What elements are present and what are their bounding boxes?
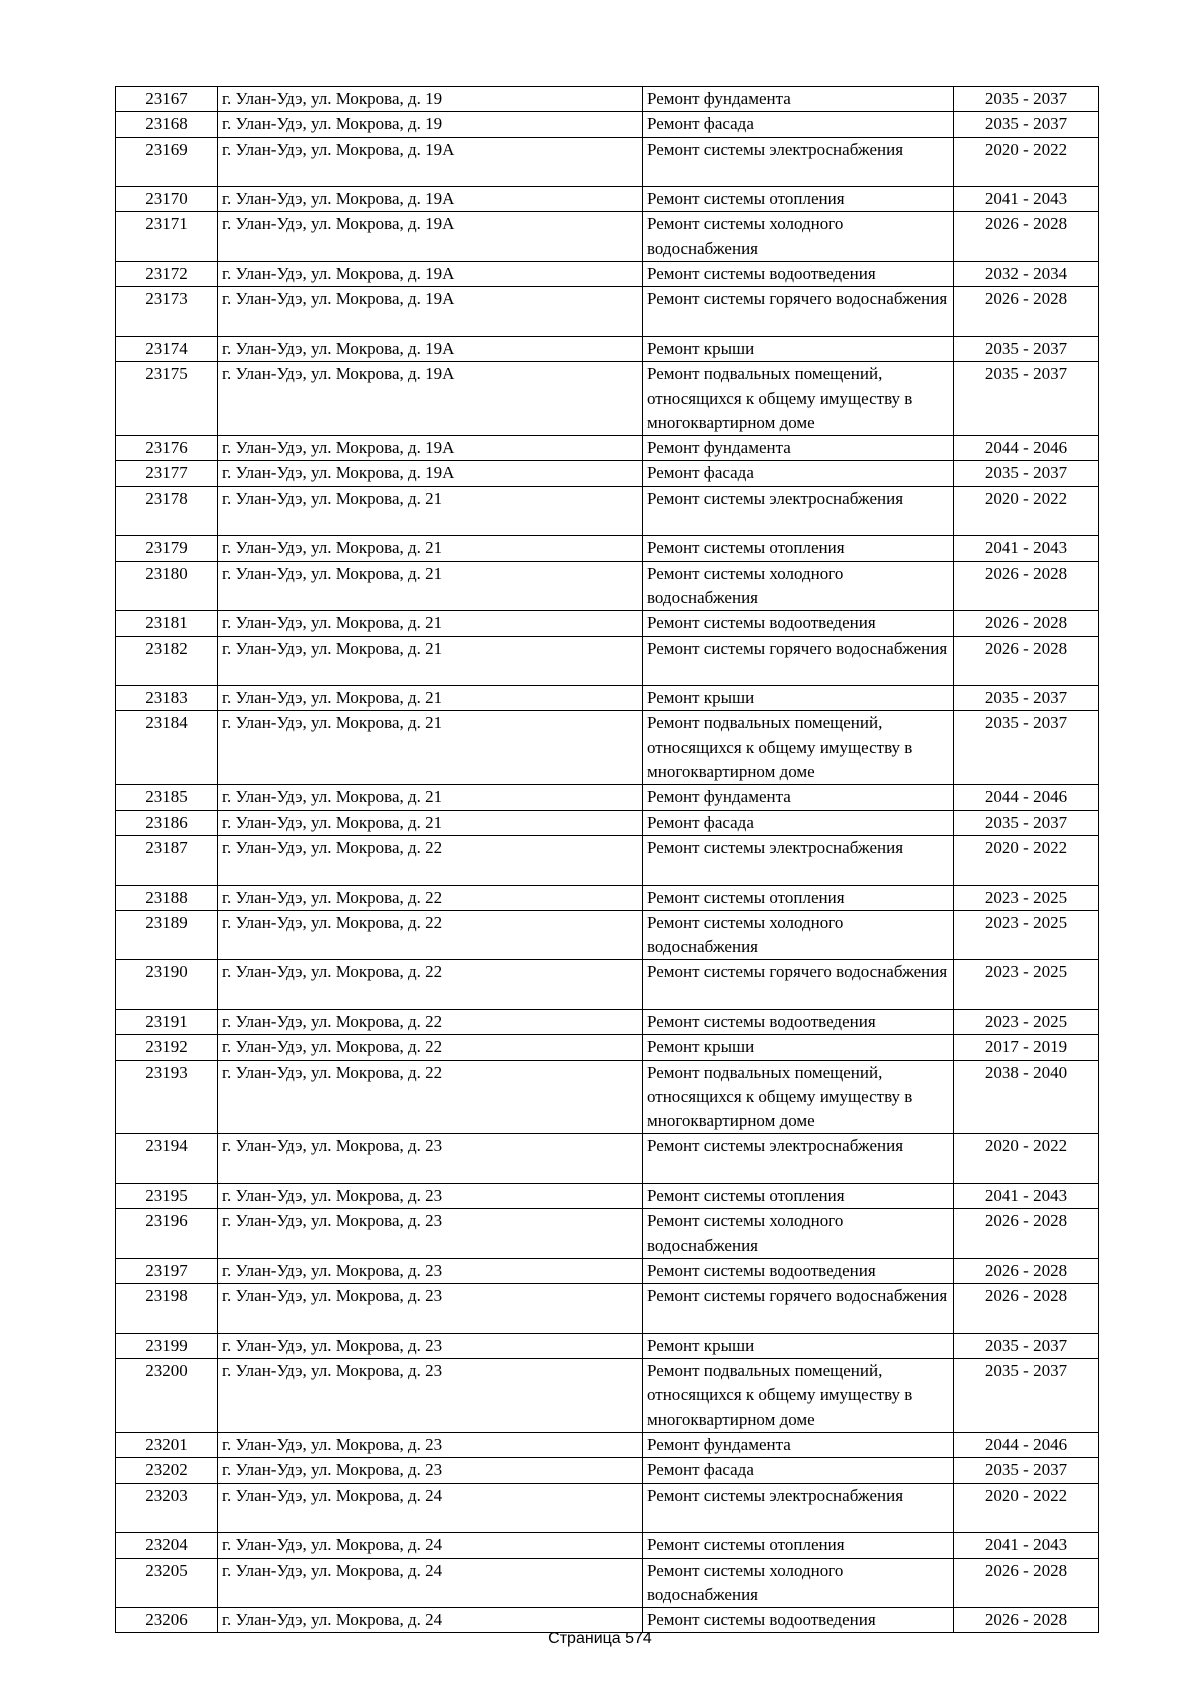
row-number: 23180 <box>116 561 218 611</box>
row-period: 2035 - 2037 <box>954 87 1099 112</box>
row-work-type: Ремонт системы холодного водоснабжения <box>643 910 954 960</box>
row-number: 23203 <box>116 1483 218 1533</box>
row-number: 23193 <box>116 1060 218 1134</box>
row-number: 23201 <box>116 1433 218 1458</box>
row-work-type: Ремонт фундамента <box>643 436 954 461</box>
table-row <box>116 1558 1099 1608</box>
row-period: 2035 - 2037 <box>954 112 1099 137</box>
row-address: г. Улан-Удэ, ул. Мокрова, д. 22 <box>218 885 643 910</box>
row-work-type: Ремонт системы отопления <box>643 1184 954 1209</box>
row-work-type: Ремонт системы электроснабжения <box>643 137 954 187</box>
row-work-type: Ремонт подвальных помещений, относящихся к общему имуществу в многоквартирном доме <box>643 1359 954 1433</box>
repair-schedule-table <box>115 86 1099 1633</box>
table-row <box>116 187 1099 212</box>
row-period: 2026 - 2028 <box>954 1209 1099 1259</box>
row-address: г. Улан-Удэ, ул. Мокрова, д. 23 <box>218 1359 643 1433</box>
row-period: 2035 - 2037 <box>954 1333 1099 1358</box>
row-work-type: Ремонт системы отопления <box>643 536 954 561</box>
row-number: 23169 <box>116 137 218 187</box>
row-period: 2035 - 2037 <box>954 810 1099 835</box>
row-address: г. Улан-Удэ, ул. Мокрова, д. 19А <box>218 336 643 361</box>
row-address: г. Улан-Удэ, ул. Мокрова, д. 19А <box>218 137 643 187</box>
row-work-type: Ремонт системы горячего водоснабжения <box>643 1284 954 1334</box>
row-address: г. Улан-Удэ, ул. Мокрова, д. 23 <box>218 1258 643 1283</box>
row-address: г. Улан-Удэ, ул. Мокрова, д. 19А <box>218 436 643 461</box>
row-work-type: Ремонт системы водоотведения <box>643 1258 954 1283</box>
row-work-type: Ремонт фасада <box>643 112 954 137</box>
row-number: 23185 <box>116 785 218 810</box>
row-number: 23206 <box>116 1608 218 1633</box>
row-period: 2026 - 2028 <box>954 636 1099 686</box>
row-period: 2035 - 2037 <box>954 362 1099 436</box>
row-work-type: Ремонт системы электроснабжения <box>643 1483 954 1533</box>
table-row <box>116 436 1099 461</box>
row-address: г. Улан-Удэ, ул. Мокрова, д. 21 <box>218 810 643 835</box>
row-number: 23173 <box>116 287 218 337</box>
row-number: 23168 <box>116 112 218 137</box>
table-row <box>116 1433 1099 1458</box>
row-number: 23177 <box>116 461 218 486</box>
table-row <box>116 835 1099 885</box>
row-work-type: Ремонт фасада <box>643 461 954 486</box>
table-row <box>116 137 1099 187</box>
row-period: 2020 - 2022 <box>954 486 1099 536</box>
row-period: 2026 - 2028 <box>954 1558 1099 1608</box>
table-row <box>116 1134 1099 1184</box>
row-period: 2026 - 2028 <box>954 561 1099 611</box>
row-period: 2026 - 2028 <box>954 611 1099 636</box>
row-number: 23198 <box>116 1284 218 1334</box>
row-address: г. Улан-Удэ, ул. Мокрова, д. 24 <box>218 1608 643 1633</box>
row-address: г. Улан-Удэ, ул. Мокрова, д. 21 <box>218 785 643 810</box>
row-address: г. Улан-Удэ, ул. Мокрова, д. 22 <box>218 835 643 885</box>
row-work-type: Ремонт фундамента <box>643 87 954 112</box>
row-period: 2026 - 2028 <box>954 287 1099 337</box>
row-work-type: Ремонт подвальных помещений, относящихся к общему имуществу в многоквартирном доме <box>643 711 954 785</box>
table-row <box>116 611 1099 636</box>
row-period: 2038 - 2040 <box>954 1060 1099 1134</box>
row-work-type: Ремонт системы горячего водоснабжения <box>643 636 954 686</box>
row-period: 2023 - 2025 <box>954 1009 1099 1034</box>
row-period: 2035 - 2037 <box>954 711 1099 785</box>
row-period: 2020 - 2022 <box>954 1483 1099 1533</box>
row-address: г. Улан-Удэ, ул. Мокрова, д. 21 <box>218 686 643 711</box>
table-row <box>116 1009 1099 1034</box>
row-period: 2026 - 2028 <box>954 1284 1099 1334</box>
row-number: 23184 <box>116 711 218 785</box>
row-work-type: Ремонт системы отопления <box>643 885 954 910</box>
row-work-type: Ремонт системы горячего водоснабжения <box>643 287 954 337</box>
row-number: 23199 <box>116 1333 218 1358</box>
table-row <box>116 910 1099 960</box>
row-period: 2023 - 2025 <box>954 885 1099 910</box>
row-address: г. Улан-Удэ, ул. Мокрова, д. 19А <box>218 287 643 337</box>
table-row <box>116 262 1099 287</box>
row-number: 23194 <box>116 1134 218 1184</box>
table-row <box>116 336 1099 361</box>
table-row <box>116 461 1099 486</box>
row-address: г. Улан-Удэ, ул. Мокрова, д. 23 <box>218 1184 643 1209</box>
row-address: г. Улан-Удэ, ул. Мокрова, д. 19А <box>218 461 643 486</box>
row-address: г. Улан-Удэ, ул. Мокрова, д. 19 <box>218 112 643 137</box>
row-period: 2023 - 2025 <box>954 910 1099 960</box>
row-address: г. Улан-Удэ, ул. Мокрова, д. 21 <box>218 536 643 561</box>
table-row <box>116 1184 1099 1209</box>
row-address: г. Улан-Удэ, ул. Мокрова, д. 21 <box>218 711 643 785</box>
table-row <box>116 287 1099 337</box>
row-period: 2020 - 2022 <box>954 1134 1099 1184</box>
table-row <box>116 1533 1099 1558</box>
row-address: г. Улан-Удэ, ул. Мокрова, д. 21 <box>218 636 643 686</box>
row-work-type: Ремонт фундамента <box>643 1433 954 1458</box>
row-number: 23172 <box>116 262 218 287</box>
row-work-type: Ремонт крыши <box>643 1333 954 1358</box>
row-work-type: Ремонт системы водоотведения <box>643 1009 954 1034</box>
row-period: 2035 - 2037 <box>954 1458 1099 1483</box>
table-row <box>116 810 1099 835</box>
row-period: 2017 - 2019 <box>954 1035 1099 1060</box>
table-row <box>116 1060 1099 1134</box>
row-work-type: Ремонт крыши <box>643 1035 954 1060</box>
row-work-type: Ремонт системы холодного водоснабжения <box>643 1558 954 1608</box>
table-row <box>116 1458 1099 1483</box>
row-period: 2032 - 2034 <box>954 262 1099 287</box>
row-work-type: Ремонт системы холодного водоснабжения <box>643 1209 954 1259</box>
row-period: 2035 - 2037 <box>954 461 1099 486</box>
row-number: 23192 <box>116 1035 218 1060</box>
row-period: 2020 - 2022 <box>954 835 1099 885</box>
row-work-type: Ремонт крыши <box>643 686 954 711</box>
row-number: 23202 <box>116 1458 218 1483</box>
row-work-type: Ремонт подвальных помещений, относящихся к общему имуществу в многоквартирном доме <box>643 362 954 436</box>
row-address: г. Улан-Удэ, ул. Мокрова, д. 22 <box>218 1009 643 1034</box>
row-work-type: Ремонт системы электроснабжения <box>643 486 954 536</box>
row-address: г. Улан-Удэ, ул. Мокрова, д. 19А <box>218 362 643 436</box>
row-number: 23174 <box>116 336 218 361</box>
row-period: 2026 - 2028 <box>954 1608 1099 1633</box>
row-period: 2041 - 2043 <box>954 536 1099 561</box>
table-row <box>116 212 1099 262</box>
table-row <box>116 87 1099 112</box>
row-number: 23191 <box>116 1009 218 1034</box>
row-work-type: Ремонт системы холодного водоснабжения <box>643 212 954 262</box>
table-row <box>116 1483 1099 1533</box>
table-row <box>116 960 1099 1010</box>
table-row <box>116 785 1099 810</box>
row-work-type: Ремонт подвальных помещений, относящихся к общему имуществу в многоквартирном доме <box>643 1060 954 1134</box>
row-address: г. Улан-Удэ, ул. Мокрова, д. 24 <box>218 1533 643 1558</box>
table-row <box>116 1333 1099 1358</box>
row-address: г. Улан-Удэ, ул. Мокрова, д. 23 <box>218 1433 643 1458</box>
row-number: 23175 <box>116 362 218 436</box>
row-work-type: Ремонт системы водоотведения <box>643 262 954 287</box>
row-address: г. Улан-Удэ, ул. Мокрова, д. 22 <box>218 1060 643 1134</box>
row-address: г. Улан-Удэ, ул. Мокрова, д. 22 <box>218 960 643 1010</box>
row-period: 2041 - 2043 <box>954 187 1099 212</box>
row-period: 2035 - 2037 <box>954 336 1099 361</box>
row-number: 23186 <box>116 810 218 835</box>
row-period: 2035 - 2037 <box>954 1359 1099 1433</box>
table-row <box>116 536 1099 561</box>
page-number: Страница 574 <box>548 1630 652 1647</box>
table-row <box>116 1258 1099 1283</box>
row-work-type: Ремонт фасада <box>643 810 954 835</box>
row-period: 2044 - 2046 <box>954 785 1099 810</box>
table-row <box>116 636 1099 686</box>
row-number: 23195 <box>116 1184 218 1209</box>
table-row <box>116 1359 1099 1433</box>
row-period: 2020 - 2022 <box>954 137 1099 187</box>
row-address: г. Улан-Удэ, ул. Мокрова, д. 19А <box>218 212 643 262</box>
row-number: 23200 <box>116 1359 218 1433</box>
row-period: 2044 - 2046 <box>954 1433 1099 1458</box>
row-period: 2026 - 2028 <box>954 1258 1099 1283</box>
table-row <box>116 561 1099 611</box>
row-number: 23188 <box>116 885 218 910</box>
row-address: г. Улан-Удэ, ул. Мокрова, д. 21 <box>218 486 643 536</box>
row-number: 23176 <box>116 436 218 461</box>
row-number: 23189 <box>116 910 218 960</box>
row-number: 23197 <box>116 1258 218 1283</box>
row-number: 23182 <box>116 636 218 686</box>
row-number: 23179 <box>116 536 218 561</box>
row-address: г. Улан-Удэ, ул. Мокрова, д. 22 <box>218 1035 643 1060</box>
table-body <box>116 87 1099 1633</box>
row-number: 23190 <box>116 960 218 1010</box>
table-row <box>116 112 1099 137</box>
row-work-type: Ремонт системы горячего водоснабжения <box>643 960 954 1010</box>
row-address: г. Улан-Удэ, ул. Мокрова, д. 21 <box>218 561 643 611</box>
table-row <box>116 885 1099 910</box>
table-row <box>116 1035 1099 1060</box>
row-period: 2041 - 2043 <box>954 1184 1099 1209</box>
row-period: 2041 - 2043 <box>954 1533 1099 1558</box>
row-period: 2023 - 2025 <box>954 960 1099 1010</box>
row-number: 23183 <box>116 686 218 711</box>
row-address: г. Улан-Удэ, ул. Мокрова, д. 23 <box>218 1209 643 1259</box>
row-work-type: Ремонт системы электроснабжения <box>643 1134 954 1184</box>
table-row <box>116 711 1099 785</box>
row-work-type: Ремонт системы отопления <box>643 1533 954 1558</box>
table-row <box>116 686 1099 711</box>
row-address: г. Улан-Удэ, ул. Мокрова, д. 23 <box>218 1333 643 1358</box>
row-address: г. Улан-Удэ, ул. Мокрова, д. 24 <box>218 1558 643 1608</box>
row-work-type: Ремонт системы холодного водоснабжения <box>643 561 954 611</box>
row-work-type: Ремонт системы электроснабжения <box>643 835 954 885</box>
table-row <box>116 486 1099 536</box>
row-number: 23170 <box>116 187 218 212</box>
table-row <box>116 1209 1099 1259</box>
row-address: г. Улан-Удэ, ул. Мокрова, д. 19А <box>218 187 643 212</box>
row-period: 2026 - 2028 <box>954 212 1099 262</box>
row-number: 23204 <box>116 1533 218 1558</box>
row-address: г. Улан-Удэ, ул. Мокрова, д. 19 <box>218 87 643 112</box>
row-number: 23171 <box>116 212 218 262</box>
row-address: г. Улан-Удэ, ул. Мокрова, д. 23 <box>218 1284 643 1334</box>
row-number: 23181 <box>116 611 218 636</box>
row-number: 23187 <box>116 835 218 885</box>
row-number: 23196 <box>116 1209 218 1259</box>
row-work-type: Ремонт системы отопления <box>643 187 954 212</box>
row-number: 23178 <box>116 486 218 536</box>
row-work-type: Ремонт системы водоотведения <box>643 611 954 636</box>
row-period: 2035 - 2037 <box>954 686 1099 711</box>
row-address: г. Улан-Удэ, ул. Мокрова, д. 19А <box>218 262 643 287</box>
row-address: г. Улан-Удэ, ул. Мокрова, д. 22 <box>218 910 643 960</box>
row-address: г. Улан-Удэ, ул. Мокрова, д. 21 <box>218 611 643 636</box>
row-number: 23167 <box>116 87 218 112</box>
row-address: г. Улан-Удэ, ул. Мокрова, д. 23 <box>218 1458 643 1483</box>
row-period: 2044 - 2046 <box>954 436 1099 461</box>
row-work-type: Ремонт фасада <box>643 1458 954 1483</box>
row-work-type: Ремонт крыши <box>643 336 954 361</box>
table-row <box>116 362 1099 436</box>
row-address: г. Улан-Удэ, ул. Мокрова, д. 23 <box>218 1134 643 1184</box>
row-number: 23205 <box>116 1558 218 1608</box>
table-row <box>116 1284 1099 1334</box>
row-address: г. Улан-Удэ, ул. Мокрова, д. 24 <box>218 1483 643 1533</box>
row-work-type: Ремонт системы водоотведения <box>643 1608 954 1633</box>
row-work-type: Ремонт фундамента <box>643 785 954 810</box>
